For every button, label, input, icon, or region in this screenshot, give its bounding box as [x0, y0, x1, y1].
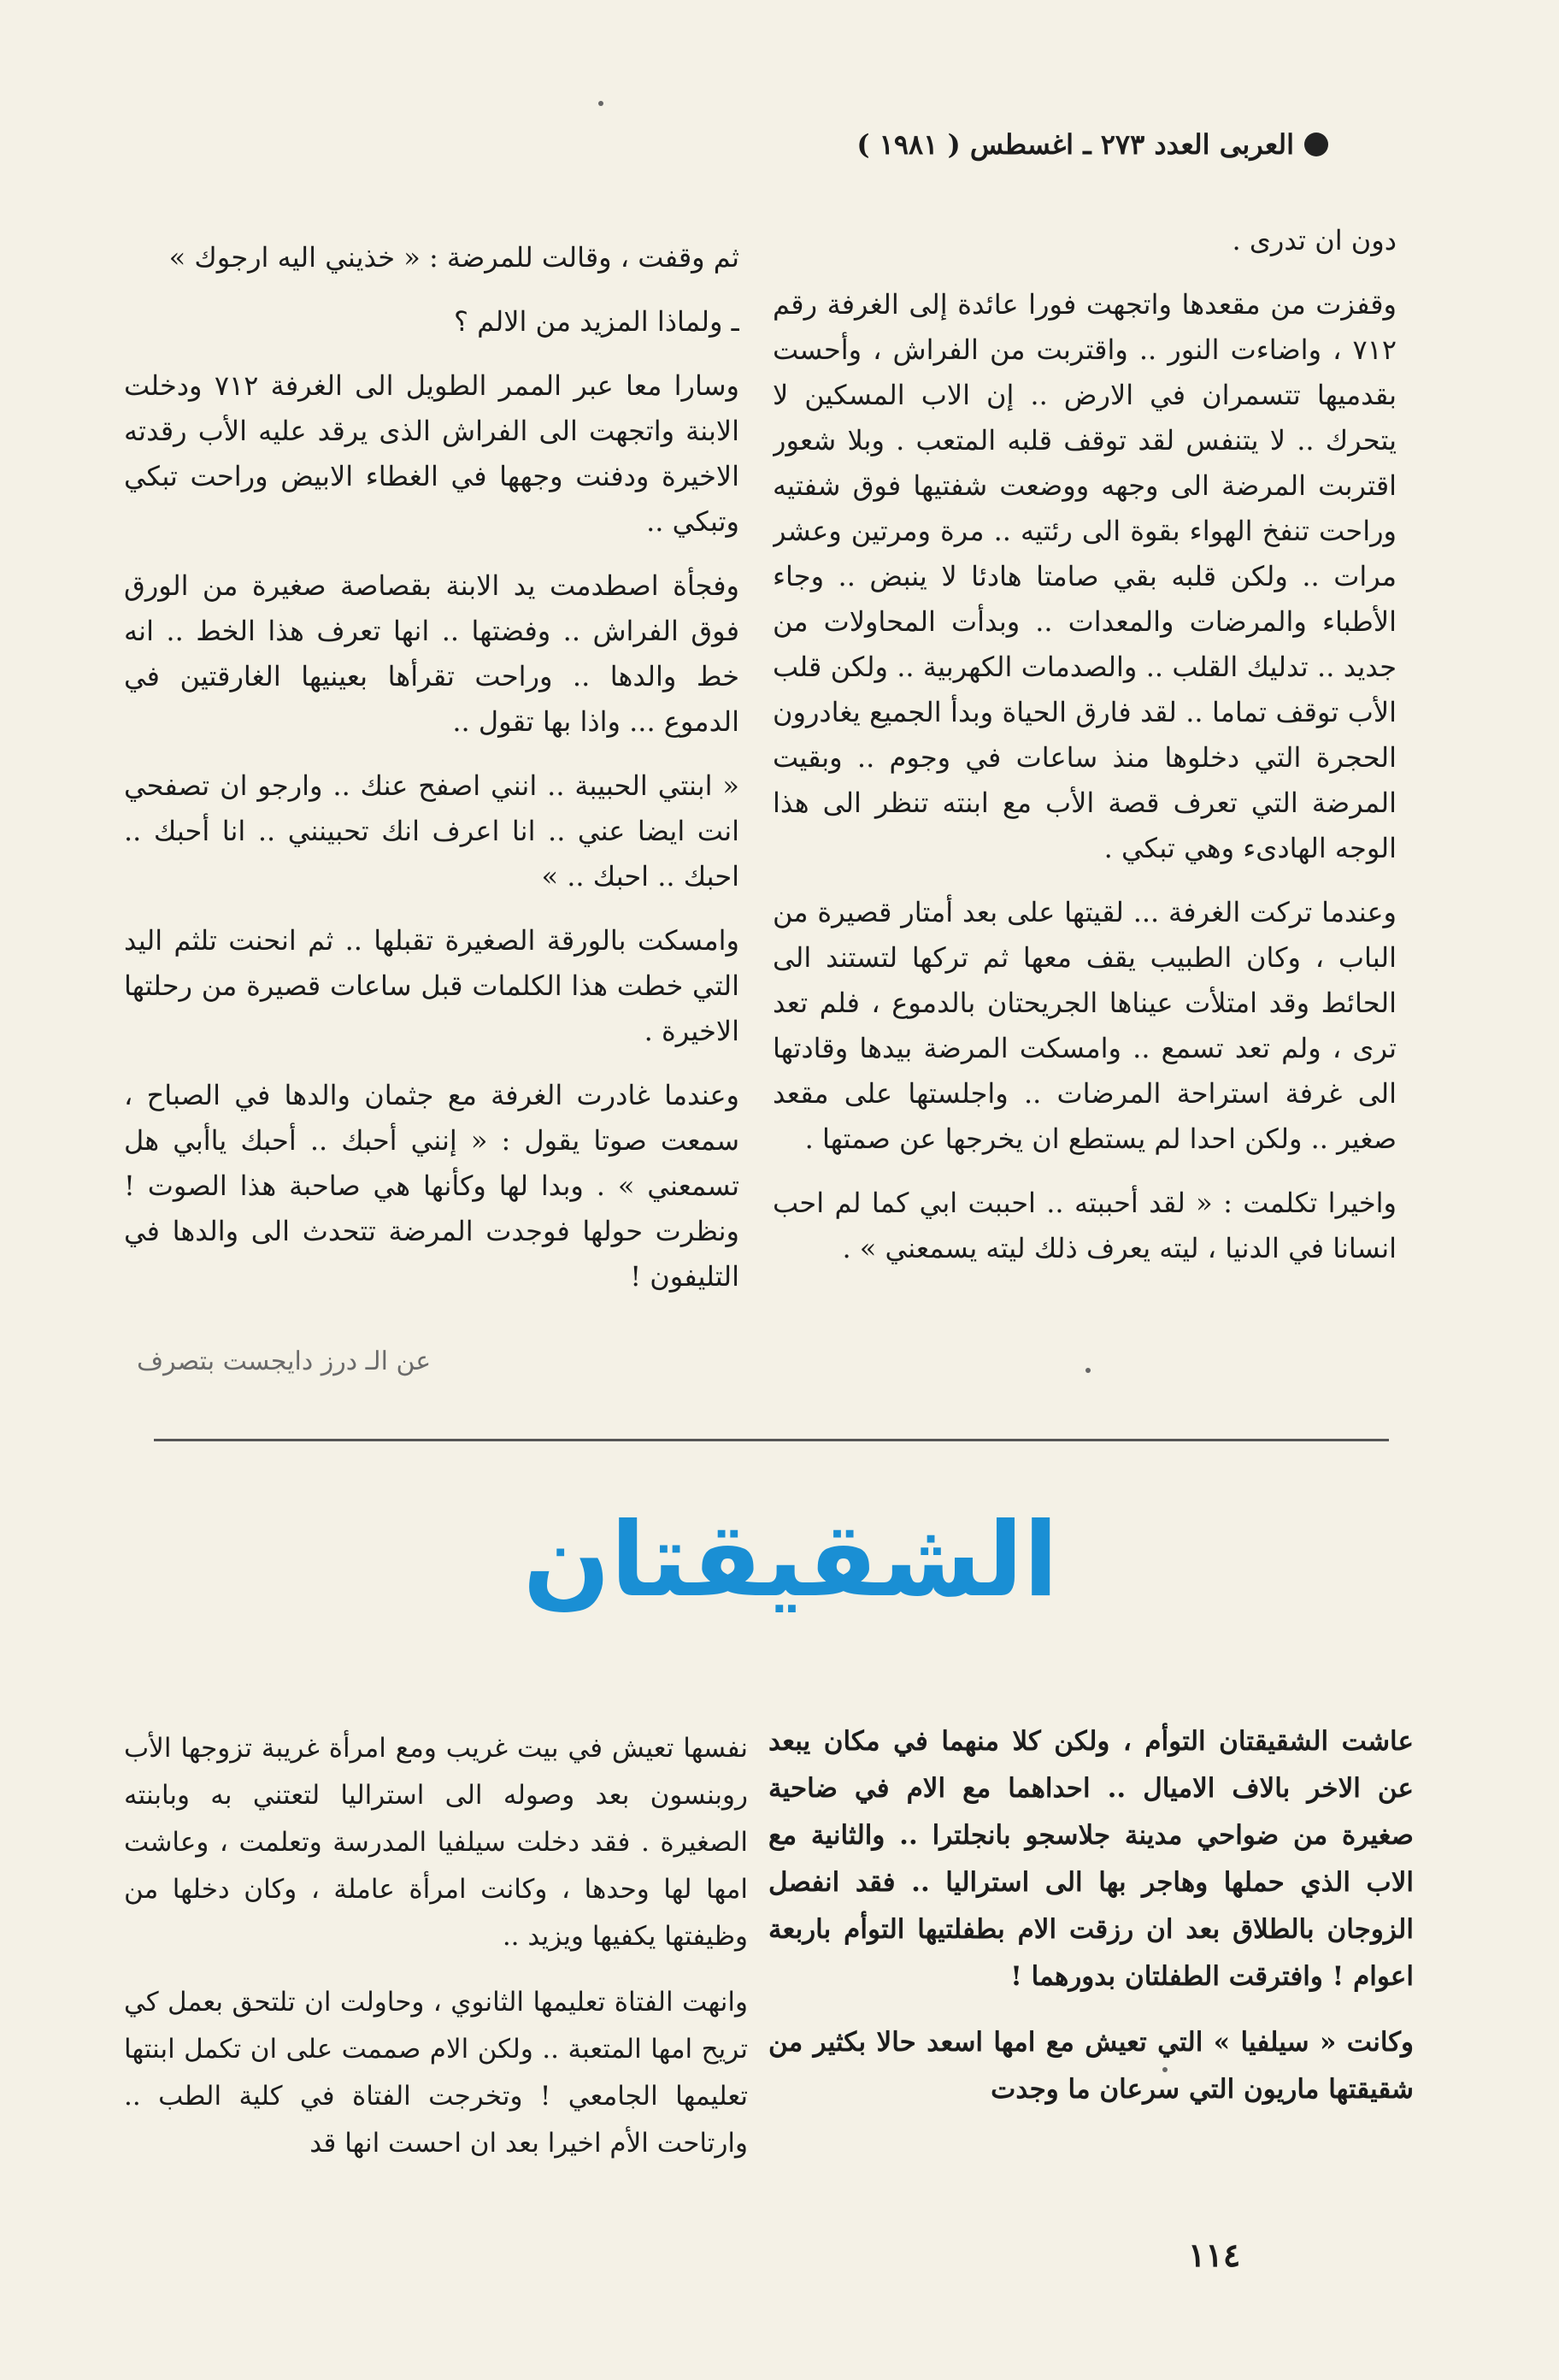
paragraph: نفسها تعيش في بيت غريب ومع امرأة غريبة تزوجها الأب روبنسون بعد وصوله الى استراليا لتعتني به وبابنته الصغيرة . فقد دخلت سيلفيا المدرسة وتعلمت ، وعاشت امها لها وحدها ، وكانت امرأة عاملة ، وكان دخلها من وظيفتها يكفيها ويزيد .. — [124, 1733, 748, 1952]
issue-header — [856, 128, 1328, 161]
paragraph: ثم وقفت ، وقالت للمرضة : « خذيني اليه ارجوك » — [168, 241, 739, 274]
print-speck — [1162, 2067, 1168, 2072]
bullet-icon — [1304, 133, 1328, 156]
story2-title — [513, 1494, 1068, 1623]
source-credit: عن الـ درز دايجست بتصرف — [137, 1346, 432, 1376]
story2-title-art — [513, 1494, 1068, 1623]
paragraph: وقفزت من مقعدها واتجهت فورا عائدة إلى الغرفة رقم ٧١٢ ، واضاءت النور .. واقتربت من الفراش ، وأحست بقدميها تتسمران في الارض .. إن الاب المسكين لا يتحرك .. لا يتنفس لقد توقف قلبه المتعب . وبلا شعور اقتربت المرضة الى وجهه ووضعت شفتيها فوق شفتيه وراحت تنفخ الهواء بقوة الى رئتيه .. مرة ومرتين وعشر مرات .. ولكن قلبه بقي صامتا هادئا لا ينبض .. وجاء الأطباء والمرضات والمعدات .. وبدأت المحاولات من جديد .. تدليك القلب .. والصدمات الكهربية .. ولكن قلب الأب توقف تماما .. لقد فارق الحياة وبدأ الجميع يغادرون الحجرة التي دخلوها منذ ساعات في وجوم .. وبقيت المرضة التي تعرف قصة الأب مع ابنته تنظر الى هذا الوجه الهادىء وهي تبكي . — [773, 288, 1397, 864]
issue-label: العربى العدد ٢٧٣ ـ اغسطس ( ١٩٨١ ) — [856, 128, 1294, 161]
story2-title-text: الشقيقتان — [522, 1501, 1059, 1620]
paragraph: دون ان تدرى . — [1232, 224, 1397, 256]
story2-right-column — [768, 1718, 1414, 2189]
paragraph: وامسكت بالورقة الصغيرة تقبلها .. ثم انحنت تلثم اليد التي خطت هذا الكلمات قبل ساعات قصيرة من رحلتها الاخيرة . — [124, 924, 739, 1047]
paragraph: وعندما تركت الغرفة ... لقيتها على بعد أمتار قصيرة من الباب ، وكان الطبيب يقف معها ثم تركها لتستند الى الحائط وقد امتلأت عيناها الجريحتان بالدموع ، فلم تعد ترى ، ولم تعد تسمع .. وامسكت المرضة بيدها وقادتها الى غرفة استراحة المرضات .. واجلستها على مقعد صغير .. ولكن احدا لم يستطع ان يخرجها عن صمتها . — [773, 896, 1397, 1155]
page-number: ١١٤ — [1188, 2236, 1241, 2274]
story1-right-column — [773, 218, 1397, 1406]
story2-left-column — [124, 1725, 748, 2187]
print-speck — [598, 101, 603, 106]
paragraph: وكانت « سيلفيا » التي تعيش مع امها اسعد حالا بكثير من شقيقتها ماريون التي سرعان ما وجدت — [768, 2027, 1414, 2105]
section-divider — [154, 1439, 1389, 1441]
paragraph: وانهت الفتاة تعليمها الثانوي ، وحاولت ان تلتحق بعمل كي تريح امها المتعبة .. ولكن الام صممت على ان تكمل ابنتها تعليمها الجامعي ! وتخرجت الفتاة في كلية الطب .. وارتاحت الأم اخيرا بعد ان احست انها قد — [124, 1987, 748, 2159]
paragraph: وسارا معا عبر الممر الطويل الى الغرفة ٧١٢ ودخلت الابنة واتجهت الى الفراش الذى يرقد عليه الأب رقدته الاخيرة ودفنت وجهها في الغطاء الابيض وراحت تبكي وتبكي .. — [124, 369, 739, 538]
print-speck — [1085, 1368, 1091, 1373]
paragraph: ـ ولماذا المزيد من الالم ؟ — [454, 305, 739, 338]
paragraph: وعندما غادرت الغرفة مع جثمان والدها في الصباح ، سمعت صوتا يقول : « إنني أحبك .. أحبك ياأبي هل تسمعني » . وبدا لها وكأنها هي صاحبة هذا الصوت ! ونظرت حولها فوجدت المرضة تتحدث الى والدها في التليفون ! — [124, 1079, 739, 1293]
story1-left-column — [124, 235, 739, 1381]
paragraph: عاشت الشقيقتان التوأم ، ولكن كلا منهما في مكان يبعد عن الاخر بالاف الاميال .. احداهما مع الام في ضاحية صغيرة من ضواحي مدينة جلاسجو بانجلترا .. والثانية مع الاب الذي حملها وهاجر بها الى استراليا .. فقد انفصل الزوجان بالطلاق بعد ان رزقت الام بطفلتيها التوأم باربعة اعوام ! وافترقت الطفلتان بدورهما ! — [768, 1726, 1414, 1992]
paragraph: واخيرا تكلمت : « لقد أحببته .. احببت ابي كما لم احب انسانا في الدنيا ، ليته يعرف ذلك ليته يسمعني » . — [773, 1187, 1397, 1264]
paragraph: « ابنتي الحبيبة .. انني اصفح عنك .. وارجو ان تصفحي انت ايضا عني .. انا اعرف انك تحبينني .. انا أحبك .. احبك .. احبك .. » — [124, 769, 739, 892]
paragraph: وفجأة اصطدمت يد الابنة بقصاصة صغيرة من الورق فوق الفراش .. وفضتها .. انها تعرف هذا الخط .. انه خط والدها .. وراحت تقرأها بعينيها الغارقتين في الدموع ... واذا بها تقول .. — [124, 569, 739, 738]
